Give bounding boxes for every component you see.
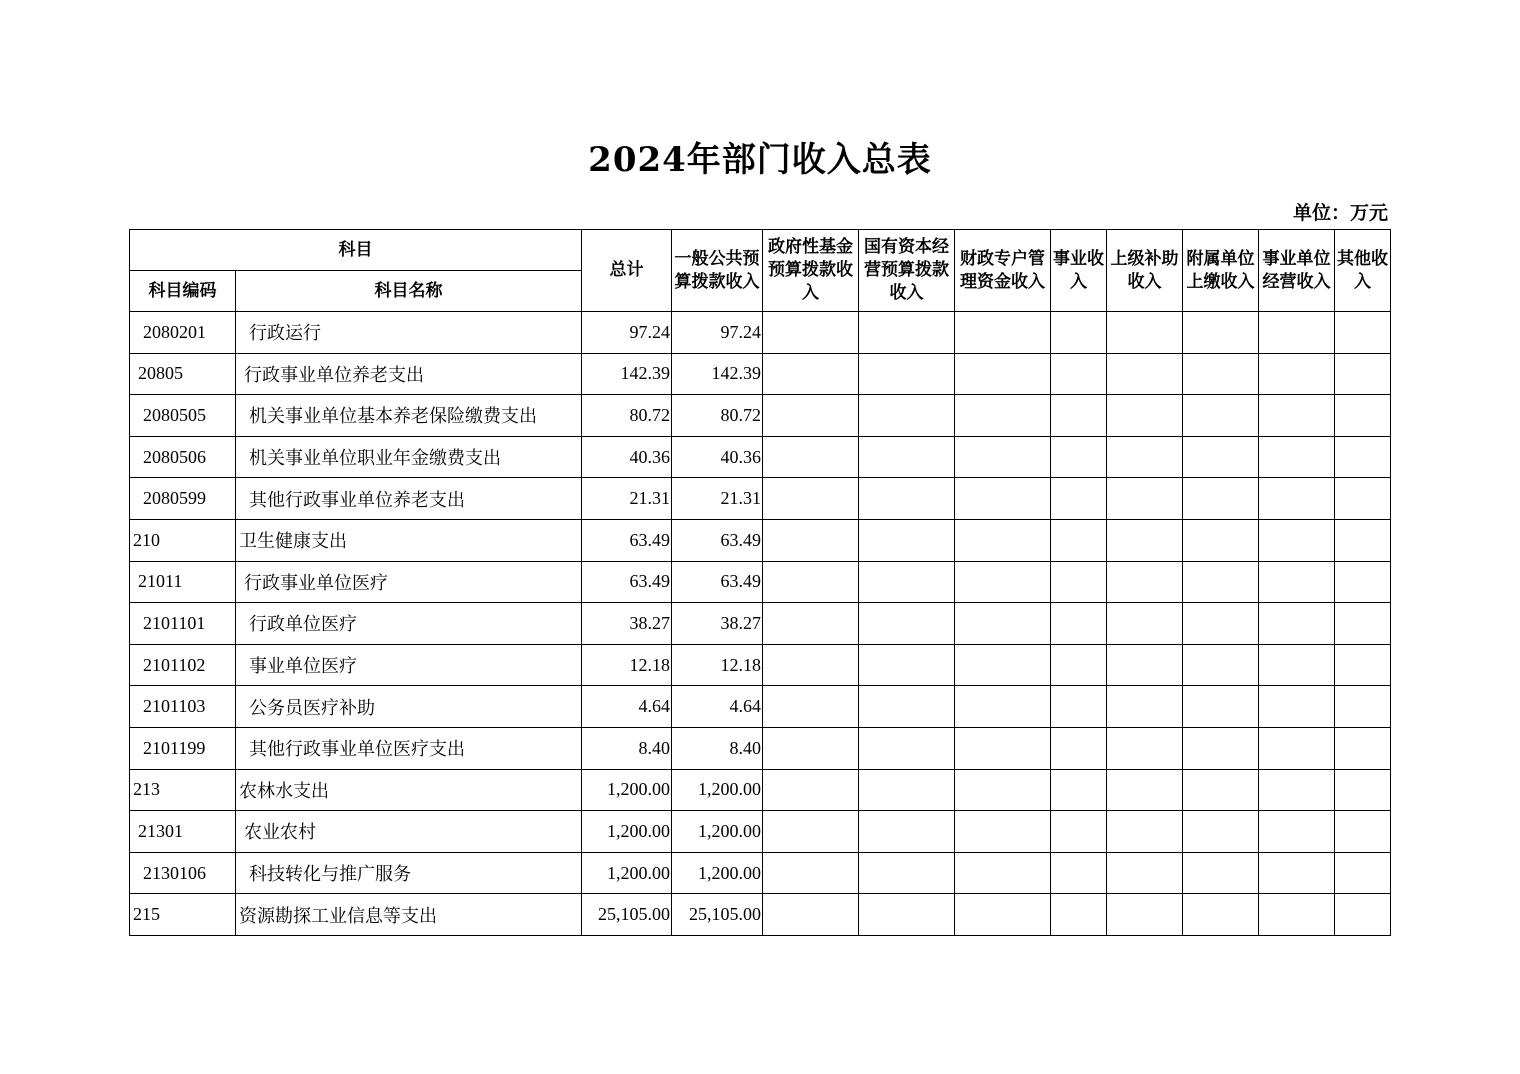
cell-empty [1259,811,1335,853]
header-affiliated: 附属单位上缴收入 [1183,230,1259,312]
cell-general: 97.24 [672,312,763,354]
cell-empty [1107,312,1183,354]
cell-empty [1051,436,1107,478]
cell-total: 1,200.00 [582,852,672,894]
cell-empty [763,312,859,354]
cell-empty [1259,894,1335,936]
cell-general: 40.36 [672,436,763,478]
cell-general: 63.49 [672,561,763,603]
cell-empty [955,353,1051,395]
cell-empty [1183,436,1259,478]
cell-name: 事业单位医疗 [236,644,582,686]
cell-name: 其他行政事业单位医疗支出 [236,727,582,769]
header-higher-subsidy: 上级补助收入 [1107,230,1183,312]
cell-total: 97.24 [582,312,672,354]
header-business-operation: 事业单位经营收入 [1259,230,1335,312]
cell-name: 行政事业单位养老支出 [236,353,582,395]
cell-general: 8.40 [672,727,763,769]
cell-total: 4.64 [582,686,672,728]
cell-empty [859,686,955,728]
cell-general: 4.64 [672,686,763,728]
cell-empty [1051,686,1107,728]
header-business: 事业收入 [1051,230,1107,312]
cell-name: 行政运行 [236,312,582,354]
cell-name: 行政单位医疗 [236,603,582,645]
cell-empty [1183,769,1259,811]
cell-total: 142.39 [582,353,672,395]
cell-empty [1335,519,1391,561]
cell-empty [1335,353,1391,395]
table-row [130,436,1391,478]
cell-empty [1183,519,1259,561]
cell-code: 2080506 [130,436,236,478]
cell-general: 21.31 [672,478,763,520]
cell-code: 2080201 [130,312,236,354]
header-other: 其他收入 [1335,230,1391,312]
cell-empty [1335,395,1391,437]
income-table [129,229,1391,936]
cell-empty [1259,644,1335,686]
header-subject: 科目 [130,230,582,271]
cell-code: 2101103 [130,686,236,728]
cell-empty [1107,519,1183,561]
table-row [130,519,1391,561]
cell-empty [1259,395,1335,437]
cell-empty [1107,353,1183,395]
cell-empty [763,603,859,645]
cell-empty [763,852,859,894]
cell-empty [1107,644,1183,686]
cell-empty [1183,312,1259,354]
cell-empty [1107,561,1183,603]
cell-name: 资源勘探工业信息等支出 [236,894,582,936]
cell-empty [763,519,859,561]
cell-empty [1183,561,1259,603]
cell-code: 2101102 [130,644,236,686]
page-title: 2024年部门收入总表 [588,140,932,180]
table-row [130,644,1391,686]
cell-empty [763,436,859,478]
cell-total: 25,105.00 [582,894,672,936]
cell-empty [763,478,859,520]
cell-total: 63.49 [582,519,672,561]
cell-empty [1107,811,1183,853]
cell-empty [763,686,859,728]
cell-empty [1183,395,1259,437]
cell-empty [859,811,955,853]
cell-name: 科技转化与推广服务 [236,852,582,894]
cell-total: 12.18 [582,644,672,686]
cell-empty [859,312,955,354]
cell-empty [859,644,955,686]
cell-empty [1107,894,1183,936]
cell-general: 25,105.00 [672,894,763,936]
cell-empty [1335,686,1391,728]
cell-empty [763,811,859,853]
cell-general: 38.27 [672,603,763,645]
cell-empty [1259,852,1335,894]
cell-empty [1259,769,1335,811]
header-code: 科目编码 [130,271,236,312]
cell-empty [955,894,1051,936]
header-name: 科目名称 [236,271,582,312]
table-row [130,353,1391,395]
table-row [130,727,1391,769]
cell-empty [859,353,955,395]
cell-empty [1259,353,1335,395]
cell-empty [955,561,1051,603]
header-gov-fund: 政府性基金预算拨款收入 [763,230,859,312]
cell-empty [955,478,1051,520]
cell-empty [1259,561,1335,603]
cell-empty [1051,811,1107,853]
cell-total: 80.72 [582,395,672,437]
cell-empty [1259,603,1335,645]
cell-empty [1051,894,1107,936]
cell-name: 行政事业单位医疗 [236,561,582,603]
cell-empty [1335,312,1391,354]
cell-empty [1335,644,1391,686]
table-row [130,312,1391,354]
cell-empty [955,769,1051,811]
cell-empty [955,312,1051,354]
cell-empty [763,769,859,811]
cell-empty [859,727,955,769]
cell-empty [955,603,1051,645]
cell-empty [1051,852,1107,894]
cell-name: 公务员医疗补助 [236,686,582,728]
cell-empty [1183,644,1259,686]
cell-general: 80.72 [672,395,763,437]
cell-empty [1051,644,1107,686]
cell-empty [1335,811,1391,853]
cell-empty [955,852,1051,894]
cell-empty [955,686,1051,728]
header-total: 总计 [582,230,672,312]
cell-empty [955,811,1051,853]
cell-general: 63.49 [672,519,763,561]
table-body [130,312,1391,936]
cell-general: 12.18 [672,644,763,686]
cell-total: 8.40 [582,727,672,769]
cell-empty [1051,769,1107,811]
cell-empty [1183,811,1259,853]
cell-empty [1335,561,1391,603]
cell-empty [859,478,955,520]
cell-empty [763,561,859,603]
cell-empty [955,395,1051,437]
cell-empty [859,894,955,936]
cell-empty [1051,561,1107,603]
table-row [130,811,1391,853]
table-row [130,603,1391,645]
cell-name: 机关事业单位职业年金缴费支出 [236,436,582,478]
cell-empty [1335,894,1391,936]
header-general: 一般公共预算拨款收入 [672,230,763,312]
cell-total: 38.27 [582,603,672,645]
cell-empty [763,894,859,936]
unit-label: 单位：万元 [1292,202,1388,224]
cell-empty [1051,519,1107,561]
cell-empty [859,561,955,603]
cell-empty [1183,353,1259,395]
cell-name: 农业农村 [236,811,582,853]
cell-empty [1335,852,1391,894]
cell-empty [859,852,955,894]
cell-empty [1259,478,1335,520]
cell-empty [1107,852,1183,894]
cell-code: 2101101 [130,603,236,645]
cell-empty [955,519,1051,561]
cell-empty [1051,727,1107,769]
cell-empty [1107,478,1183,520]
cell-empty [1335,727,1391,769]
header-fiscal-special: 财政专户管理资金收入 [955,230,1051,312]
cell-empty [1107,603,1183,645]
cell-empty [1107,686,1183,728]
cell-general: 142.39 [672,353,763,395]
cell-empty [763,395,859,437]
cell-empty [1335,603,1391,645]
cell-total: 63.49 [582,561,672,603]
cell-empty [1335,436,1391,478]
cell-empty [859,769,955,811]
cell-empty [1259,727,1335,769]
cell-empty [1051,478,1107,520]
cell-name: 机关事业单位基本养老保险缴费支出 [236,395,582,437]
cell-empty [1107,769,1183,811]
table-row [130,395,1391,437]
cell-empty [1183,727,1259,769]
cell-empty [1335,769,1391,811]
cell-empty [1259,436,1335,478]
cell-empty [1183,852,1259,894]
cell-empty [1051,395,1107,437]
cell-empty [859,436,955,478]
table-row [130,561,1391,603]
cell-empty [1183,686,1259,728]
cell-code: 213 [130,769,236,811]
cell-code: 2080505 [130,395,236,437]
table-row [130,894,1391,936]
cell-empty [955,436,1051,478]
cell-empty [1183,603,1259,645]
cell-code: 21011 [130,561,236,603]
cell-empty [1259,686,1335,728]
cell-empty [1183,478,1259,520]
cell-empty [1107,395,1183,437]
table-row [130,769,1391,811]
cell-empty [859,395,955,437]
cell-empty [763,727,859,769]
cell-name: 农林水支出 [236,769,582,811]
header-state-capital: 国有资本经营预算拨款收入 [859,230,955,312]
cell-total: 1,200.00 [582,811,672,853]
cell-empty [763,353,859,395]
cell-code: 2130106 [130,852,236,894]
cell-code: 21301 [130,811,236,853]
cell-empty [1051,603,1107,645]
cell-total: 21.31 [582,478,672,520]
cell-empty [1335,478,1391,520]
cell-empty [1183,894,1259,936]
cell-empty [1107,436,1183,478]
cell-total: 1,200.00 [582,769,672,811]
cell-code: 2101199 [130,727,236,769]
cell-general: 1,200.00 [672,769,763,811]
cell-code: 20805 [130,353,236,395]
cell-code: 210 [130,519,236,561]
cell-empty [955,727,1051,769]
cell-empty [1259,312,1335,354]
table-row [130,686,1391,728]
cell-general: 1,200.00 [672,852,763,894]
cell-empty [763,644,859,686]
table-row [130,852,1391,894]
cell-empty [1259,519,1335,561]
cell-empty [859,519,955,561]
cell-code: 215 [130,894,236,936]
table-row [130,478,1391,520]
cell-empty [955,644,1051,686]
cell-name: 卫生健康支出 [236,519,582,561]
cell-general: 1,200.00 [672,811,763,853]
cell-total: 40.36 [582,436,672,478]
cell-code: 2080599 [130,478,236,520]
cell-name: 其他行政事业单位养老支出 [236,478,582,520]
cell-empty [1051,353,1107,395]
cell-empty [1107,727,1183,769]
cell-empty [1051,312,1107,354]
cell-empty [859,603,955,645]
